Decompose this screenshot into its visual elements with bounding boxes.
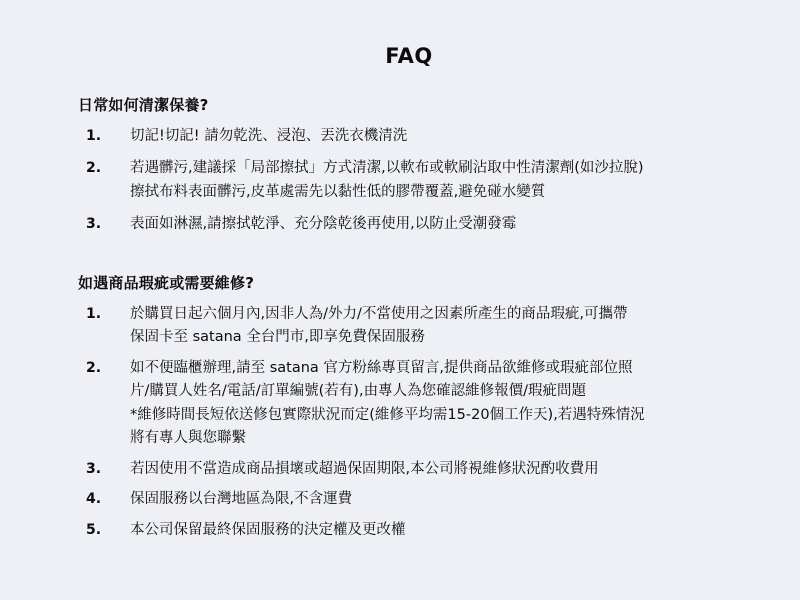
list-item-body	[130, 213, 740, 236]
section-heading-warranty: 如遇商品瑕疵或需要維修?	[78, 273, 255, 292]
list-item-body	[130, 519, 740, 542]
list-item	[78, 125, 740, 148]
text-line: 保固服務以台灣地區為限,不含運費	[130, 491, 353, 508]
list-marker: 2.	[86, 160, 102, 177]
text-line: *維修時間長短依送修包實際狀況而定(維修平均需15-20個工作天),若遇特殊情況	[130, 406, 645, 423]
text-line: 若因使用不當造成商品損壞或超過保固期限,本公司將視維修狀況酌收費用	[130, 460, 599, 477]
faq-section-warranty	[78, 272, 740, 542]
page-title: FAQ	[385, 44, 433, 68]
list-item-body	[130, 488, 740, 511]
list-item-body	[130, 125, 740, 148]
list-item	[78, 157, 740, 204]
list-item	[78, 458, 740, 481]
list-marker: 3.	[86, 216, 102, 233]
list-item	[78, 213, 740, 236]
list-item-body	[130, 303, 740, 350]
list-marker: 4.	[86, 491, 102, 508]
list-item	[78, 488, 740, 511]
text-line: 切記!切記! 請勿乾洗、浸泡、丟洗衣機清洗	[130, 128, 408, 144]
text-line: 表面如淋濕,請擦拭乾淨、充分陰乾後再使用,以防止受潮發霉	[130, 216, 517, 233]
list-marker: 3.	[86, 460, 102, 477]
text-line: 本公司保留最終保固服務的決定權及更改權	[130, 521, 406, 538]
faq-section-cleaning	[78, 94, 740, 237]
list-marker: 2.	[86, 359, 102, 376]
faq-list-cleaning	[78, 125, 740, 237]
section-heading-cleaning: 日常如何清潔保養?	[78, 96, 209, 114]
text-line: 將有專人與您聯繫	[130, 430, 246, 447]
list-item	[78, 303, 740, 350]
text-line: 片/購買人姓名/電話/訂單編號(若有),由專人為您確認維修報價/瑕疵問題	[130, 383, 586, 400]
text-line: 於購買日起六個月內,因非人為/外力/不當使用之因素所產生的商品瑕疵,可攜帶	[130, 305, 628, 322]
text-line: 如不便臨櫃辦理,請至 satana 官方粉絲專頁留言,提供商品欲維修或瑕疵部位照	[130, 359, 633, 376]
section-divider	[78, 246, 740, 272]
text-line: 保固卡至 satana 全台門市,即享免費保固服務	[130, 329, 425, 346]
list-marker: 5.	[86, 521, 102, 538]
text-line: 擦拭布料表面髒污,皮革處需先以黏性低的膠帶覆蓋,避免碰水變質	[130, 183, 546, 200]
list-item	[78, 519, 740, 542]
list-marker: 1.	[86, 128, 102, 144]
list-item-body	[130, 357, 740, 451]
list-marker: 1.	[86, 305, 102, 322]
list-item-body	[130, 157, 740, 204]
faq-list-warranty	[78, 303, 740, 542]
list-item-body	[130, 458, 740, 481]
list-item	[78, 357, 740, 451]
text-line: 若遇髒污,建議採「局部擦拭」方式清潔,以軟布或軟刷沾取中性清潔劑(如沙拉脫)	[130, 160, 644, 177]
